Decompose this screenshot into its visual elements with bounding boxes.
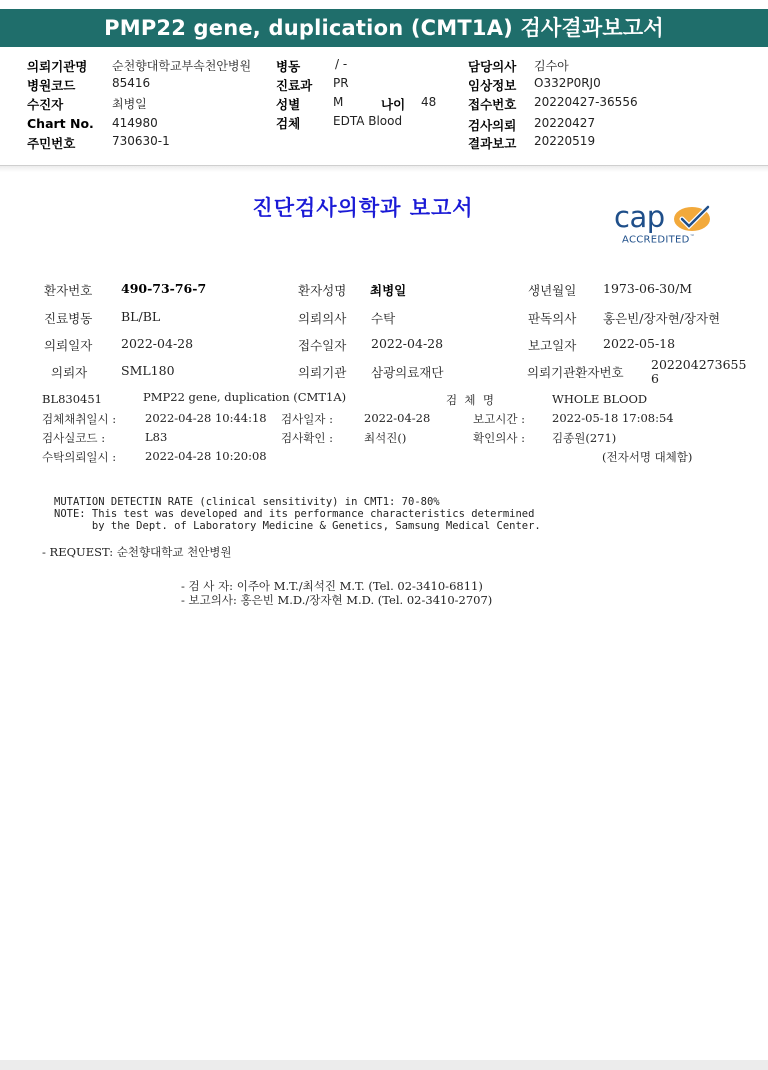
value-specimen: EDTA Blood [333, 114, 403, 128]
label-receipt-date: 접수일자 [298, 338, 347, 353]
label-test-request: 검사의뢰 [468, 118, 517, 133]
label-requester: 의뢰자 [51, 365, 88, 380]
value-collection-time: 2022-04-28 10:44:18 [145, 411, 267, 425]
value-specimen-name: WHOLE BLOOD [552, 392, 648, 406]
request-line: - REQUEST: 순천향대학교 천안병원 [42, 545, 232, 559]
value-sex: M [333, 95, 344, 109]
value-resident-number: 730630-1 [112, 134, 170, 148]
label-patient-name: 환자성명 [298, 283, 347, 298]
value-hospital-code: 85416 [112, 76, 151, 90]
label-test-date: 검사일자 : [281, 412, 333, 426]
label-consign-time: 수탁의뢰일시 : [42, 450, 117, 464]
note-line: MUTATION DETECTIN RATE (clinical sensitivity) in CMT1: 70-80% [54, 496, 440, 508]
value-report-date: 2022-05-18 [603, 336, 676, 351]
label-result-report: 결과보고 [468, 136, 517, 151]
trademark-mark: ™ [689, 234, 695, 240]
label-attending-physician: 담당의사 [468, 59, 517, 74]
value-result-report: 20220519 [534, 134, 596, 148]
value-age: 48 [421, 95, 437, 109]
report-heading: 진단검사의학과 보고서 [252, 196, 474, 220]
value-receipt-number: 20220427-36556 [534, 95, 638, 109]
label-requesting-institution: 의뢰기관명 [27, 59, 88, 74]
cap-accredited-logo [614, 200, 718, 250]
note-line: NOTE: This test was developed and its performance characteristics determined [54, 508, 535, 520]
test-code: BL830451 [42, 392, 102, 406]
value-receipt-date: 2022-04-28 [371, 336, 444, 351]
value-request-date: 2022-04-28 [121, 336, 194, 351]
label-clinic-ward: 진료병동 [44, 311, 93, 326]
value-reading-doctor: 홍은빈/장자현/장자현 [603, 311, 721, 326]
label-chart-no: Chart No. [27, 116, 94, 131]
value-lab-code: L83 [145, 430, 168, 444]
label-clinical-info: 임상정보 [468, 78, 517, 93]
staff-tester-line: - 검 사 자: 이주아 M.T./최석진 M.T. (Tel. 02-3410-6811) [181, 579, 483, 593]
label-confirming-doctor: 확인의사 : [473, 431, 525, 445]
label-report-time: 보고시간 : [473, 412, 525, 426]
value-ward: / - [335, 57, 348, 71]
value-attending-physician: 김수아 [534, 59, 569, 73]
value-confirming-doctor: 김종원(271) [552, 431, 617, 445]
value-requesting-institution: 순천향대학교부속천안병원 [112, 59, 252, 73]
value-requesting-org: 삼광의료재단 [371, 365, 444, 380]
label-patient-id: 환자번호 [44, 283, 93, 298]
label-ward: 병동 [276, 59, 301, 74]
value-clinical-info: O332P0RJ0 [534, 76, 601, 90]
label-patient: 수진자 [27, 97, 64, 112]
label-birth-date: 생년월일 [528, 283, 577, 298]
value-consign-time: 2022-04-28 10:20:08 [145, 449, 267, 463]
label-org-patient-no: 의뢰기관환자번호 [527, 365, 624, 380]
value-birth-date: 1973-06-30/M [603, 281, 693, 296]
value-patient-name: 최병일 [370, 283, 407, 298]
value-clinic-ward: BL/BL [121, 309, 161, 324]
label-sex: 성별 [276, 97, 301, 112]
label-resident-number: 주민번호 [27, 136, 76, 151]
label-hospital-code: 병원코드 [27, 78, 76, 93]
cap-logo-text: cap [614, 200, 665, 234]
label-specimen: 검체 [276, 116, 301, 131]
value-department: PR [333, 76, 349, 90]
note-line: by the Dept. of Laboratory Medicine & Genetics, Samsung Medical Center. [54, 520, 541, 532]
label-specimen-name: 검 체 명 [446, 393, 494, 407]
value-patient-id: 490-73-76-7 [121, 281, 207, 296]
value-patient: 최병일 [112, 97, 147, 111]
label-request-date: 의뢰일자 [44, 338, 93, 353]
value-test-confirm: 최석진() [364, 431, 407, 445]
label-department: 진료과 [276, 78, 313, 93]
label-receipt-number: 접수번호 [468, 97, 517, 112]
test-name: PMP22 gene, duplication (CMT1A) [143, 390, 347, 404]
value-test-request: 20220427 [534, 116, 596, 130]
value-org-patient-no: 202204273655 [651, 357, 747, 372]
cap-accredited-text [622, 234, 695, 245]
label-collection-time: 검체채취일시 : [42, 412, 117, 426]
label-reading-doctor: 판독의사 [528, 311, 577, 326]
cap-accredited-word: ACCREDITED [622, 234, 690, 246]
label-requesting-org: 의뢰기관 [298, 365, 347, 380]
report-title-bar: PMP22 gene, duplication (CMT1A) 검사결과보고서 [0, 9, 768, 47]
label-age: 나이 [381, 97, 406, 112]
value-requester: SML180 [121, 363, 175, 378]
staff-reporter-line: - 보고의사: 홍은빈 M.D./장자현 M.D. (Tel. 02-3410-2707) [181, 593, 493, 607]
value-chart-no: 414980 [112, 116, 158, 130]
check-badge-icon [670, 202, 714, 234]
value-report-time: 2022-05-18 17:08:54 [552, 411, 674, 425]
label-test-confirm: 검사확인 : [281, 431, 333, 445]
value-org-patient-no-cont: 6 [651, 371, 659, 386]
header-divider-shadow [0, 166, 768, 172]
label-report-date: 보고일자 [528, 338, 577, 353]
label-requesting-doctor: 의뢰의사 [298, 311, 347, 326]
page-bottom-strip [0, 1060, 768, 1070]
value-test-date: 2022-04-28 [364, 411, 431, 425]
value-requesting-doctor: 수탁 [371, 311, 396, 326]
electronic-signature-note: (전자서명 대체함) [602, 450, 693, 464]
label-lab-code: 검사실코드 : [42, 431, 106, 445]
